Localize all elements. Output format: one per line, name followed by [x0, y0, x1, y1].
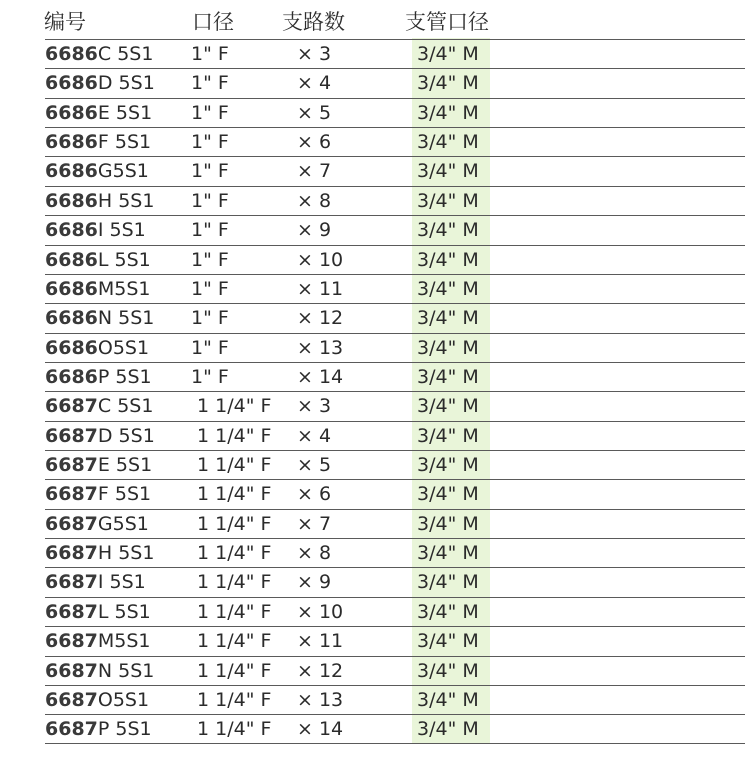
- cell-outlet: 3/4" M: [417, 424, 479, 447]
- cell-outlet: 3/4" M: [417, 336, 479, 359]
- code-prefix: 6687: [45, 512, 98, 535]
- cell-branches: × 9: [297, 571, 332, 594]
- cell-size: 1 1/4" F: [197, 395, 272, 418]
- cell-branches: × 3: [297, 43, 332, 65]
- cell-code: [45, 363, 152, 391]
- cell-branches: × 8: [297, 542, 332, 565]
- table-row: [45, 274, 745, 303]
- code-prefix: 6687: [45, 395, 98, 418]
- code-suffix: H 5S1: [97, 189, 155, 212]
- cell-size: 1" F: [191, 189, 229, 212]
- cell-outlet: 3/4" M: [417, 659, 479, 682]
- cell-code: [45, 539, 154, 567]
- cell-outlet: 3/4" M: [417, 600, 479, 623]
- table-row: [45, 186, 745, 215]
- cell-size: 1" F: [191, 277, 229, 300]
- code-prefix: 6686: [45, 307, 98, 330]
- cell-branches: × 6: [297, 131, 332, 154]
- table-row: [45, 156, 745, 185]
- cell-branches: × 10: [297, 600, 344, 623]
- cell-branches: × 9: [297, 219, 332, 242]
- cell-code: [45, 187, 154, 215]
- cell-size: 1 1/4" F: [197, 688, 272, 711]
- cell-size: 1 1/4" F: [197, 454, 272, 477]
- cell-code: [45, 304, 154, 332]
- table-row: [45, 450, 745, 479]
- table-row: [45, 479, 745, 508]
- cell-branches: × 7: [297, 512, 332, 535]
- code-suffix: P 5S1: [97, 365, 152, 388]
- code-suffix: L 5S1: [97, 600, 151, 623]
- cell-code: [45, 99, 152, 127]
- cell-code: [45, 69, 155, 97]
- cell-code: [45, 422, 155, 450]
- cell-code: [45, 657, 154, 685]
- table-row: [45, 421, 745, 450]
- header-size: 口径: [192, 10, 234, 34]
- cell-size: 1" F: [191, 307, 229, 330]
- code-prefix: 6687: [45, 600, 98, 623]
- code-suffix: H 5S1: [97, 542, 155, 565]
- cell-size: 1 1/4" F: [197, 542, 272, 565]
- table-row: [45, 333, 745, 362]
- cell-branches: × 14: [297, 718, 344, 741]
- code-prefix: 6687: [45, 718, 98, 741]
- code-prefix: 6686: [45, 248, 98, 271]
- cell-outlet: 3/4" M: [417, 248, 479, 271]
- cell-size: 1" F: [191, 219, 229, 242]
- cell-outlet: 3/4" M: [417, 277, 479, 300]
- table-row: [45, 362, 745, 391]
- code-prefix: 6686: [45, 189, 98, 212]
- cell-code: [45, 451, 152, 479]
- cell-outlet: 3/4" M: [417, 307, 479, 330]
- cell-size: 1 1/4" F: [197, 571, 272, 594]
- code-prefix: 6687: [45, 542, 98, 565]
- cell-branches: × 3: [297, 395, 332, 418]
- cell-size: 1" F: [191, 336, 229, 359]
- cell-size: 1" F: [191, 43, 229, 65]
- code-prefix: 6687: [45, 571, 98, 594]
- cell-size: 1 1/4" F: [197, 424, 272, 447]
- cell-branches: × 14: [297, 365, 344, 388]
- cell-outlet: 3/4" M: [417, 365, 479, 388]
- cell-outlet: 3/4" M: [417, 542, 479, 565]
- cell-code: [45, 568, 146, 596]
- code-prefix: 6686: [45, 72, 98, 95]
- table-row: [45, 245, 745, 274]
- table-row: [45, 626, 745, 655]
- cell-code: [45, 128, 151, 156]
- cell-size: 1 1/4" F: [197, 718, 272, 741]
- code-prefix: 6686: [45, 101, 98, 124]
- cell-branches: × 11: [297, 630, 344, 653]
- cell-code: [45, 216, 146, 244]
- cell-outlet: 3/4" M: [417, 571, 479, 594]
- cell-branches: × 5: [297, 454, 332, 477]
- cell-outlet: 3/4" M: [417, 160, 479, 183]
- code-prefix: 6687: [45, 483, 98, 506]
- cell-size: 1 1/4" F: [197, 600, 272, 623]
- code-suffix: N 5S1: [97, 659, 155, 682]
- cell-code: [45, 246, 151, 274]
- code-prefix: 6687: [45, 630, 98, 653]
- cell-outlet: 3/4" M: [417, 718, 479, 741]
- code-suffix: I 5S1: [97, 219, 146, 242]
- table-row: [45, 215, 745, 244]
- cell-branches: × 11: [297, 277, 344, 300]
- code-prefix: 6687: [45, 659, 98, 682]
- cell-branches: × 4: [297, 424, 332, 447]
- code-suffix: D 5S1: [97, 72, 155, 95]
- code-prefix: 6686: [45, 336, 98, 359]
- table-header: [0, 6, 750, 38]
- cell-branches: × 10: [297, 248, 344, 271]
- cell-code: [45, 715, 152, 743]
- code-suffix: E 5S1: [97, 454, 153, 477]
- code-prefix: 6687: [45, 688, 98, 711]
- cell-outlet: 3/4" M: [417, 131, 479, 154]
- code-suffix: F 5S1: [97, 131, 152, 154]
- cell-outlet: 3/4" M: [417, 72, 479, 95]
- code-suffix: G5S1: [97, 512, 149, 535]
- cell-size: 1" F: [191, 72, 229, 95]
- code-suffix: P 5S1: [97, 718, 152, 741]
- code-suffix: F 5S1: [97, 483, 152, 506]
- table-row: [45, 714, 745, 743]
- code-prefix: 6686: [45, 160, 98, 183]
- table-row: [45, 39, 745, 68]
- code-prefix: 6686: [45, 43, 98, 65]
- cell-size: 1" F: [191, 101, 229, 124]
- cell-branches: × 13: [297, 336, 344, 359]
- code-suffix: M5S1: [97, 277, 151, 300]
- cell-code: [45, 157, 149, 185]
- code-suffix: N 5S1: [97, 307, 155, 330]
- cell-outlet: 3/4" M: [417, 688, 479, 711]
- table-row: [45, 597, 745, 626]
- code-suffix: O5S1: [97, 688, 150, 711]
- code-suffix: L 5S1: [97, 248, 151, 271]
- code-prefix: 6687: [45, 424, 98, 447]
- code-suffix: G5S1: [97, 160, 149, 183]
- cell-branches: × 6: [297, 483, 332, 506]
- cell-code: [45, 480, 151, 508]
- cell-outlet: 3/4" M: [417, 189, 479, 212]
- cell-branches: × 13: [297, 688, 344, 711]
- code-prefix: 6686: [45, 219, 98, 242]
- table-row: [45, 509, 745, 538]
- code-suffix: D 5S1: [97, 424, 155, 447]
- header-code: 编号: [44, 10, 86, 34]
- cell-size: 1 1/4" F: [197, 659, 272, 682]
- cell-code: [45, 627, 151, 655]
- cell-branches: × 4: [297, 72, 332, 95]
- table-row: [45, 127, 745, 156]
- table-row: [45, 68, 745, 97]
- cell-size: 1" F: [191, 160, 229, 183]
- cell-branches: × 12: [297, 659, 344, 682]
- cell-code: [45, 275, 151, 303]
- table-row: [45, 98, 745, 127]
- cell-size: 1" F: [191, 248, 229, 271]
- table-body: [0, 39, 750, 744]
- cell-code: [45, 392, 153, 420]
- cell-outlet: 3/4" M: [417, 630, 479, 653]
- cell-outlet: 3/4" M: [417, 454, 479, 477]
- table-row: [45, 538, 745, 567]
- cell-branches: × 8: [297, 189, 332, 212]
- code-prefix: 6687: [45, 454, 98, 477]
- table-row: [45, 685, 745, 714]
- cell-code: [45, 40, 153, 68]
- cell-code: [45, 510, 149, 538]
- cell-code: [45, 334, 149, 362]
- cell-outlet: 3/4" M: [417, 483, 479, 506]
- table-row: [45, 391, 745, 420]
- cell-size: 1" F: [191, 365, 229, 388]
- table-row: [45, 567, 745, 596]
- code-suffix: M5S1: [97, 630, 151, 653]
- code-prefix: 6686: [45, 277, 98, 300]
- cell-code: [45, 686, 149, 714]
- cell-outlet: 3/4" M: [417, 395, 479, 418]
- cell-size: 1 1/4" F: [197, 483, 272, 506]
- table-row: [45, 303, 745, 332]
- code-suffix: C 5S1: [97, 43, 154, 65]
- cell-outlet: 3/4" M: [417, 219, 479, 242]
- header-branches: 支路数: [282, 10, 345, 34]
- table-row: [45, 656, 745, 685]
- cell-branches: × 12: [297, 307, 344, 330]
- code-suffix: E 5S1: [97, 101, 153, 124]
- cell-outlet: 3/4" M: [417, 43, 479, 65]
- cell-branches: × 5: [297, 101, 332, 124]
- cell-size: 1 1/4" F: [197, 512, 272, 535]
- code-prefix: 6686: [45, 131, 98, 154]
- code-suffix: C 5S1: [97, 395, 154, 418]
- cell-outlet: 3/4" M: [417, 101, 479, 124]
- cell-size: 1" F: [191, 131, 229, 154]
- code-suffix: I 5S1: [97, 571, 146, 594]
- cell-outlet: 3/4" M: [417, 512, 479, 535]
- cell-code: [45, 598, 151, 626]
- code-suffix: O5S1: [97, 336, 150, 359]
- header-outlet: 支管口径: [405, 10, 489, 34]
- cell-branches: × 7: [297, 160, 332, 183]
- code-prefix: 6686: [45, 365, 98, 388]
- cell-size: 1 1/4" F: [197, 630, 272, 653]
